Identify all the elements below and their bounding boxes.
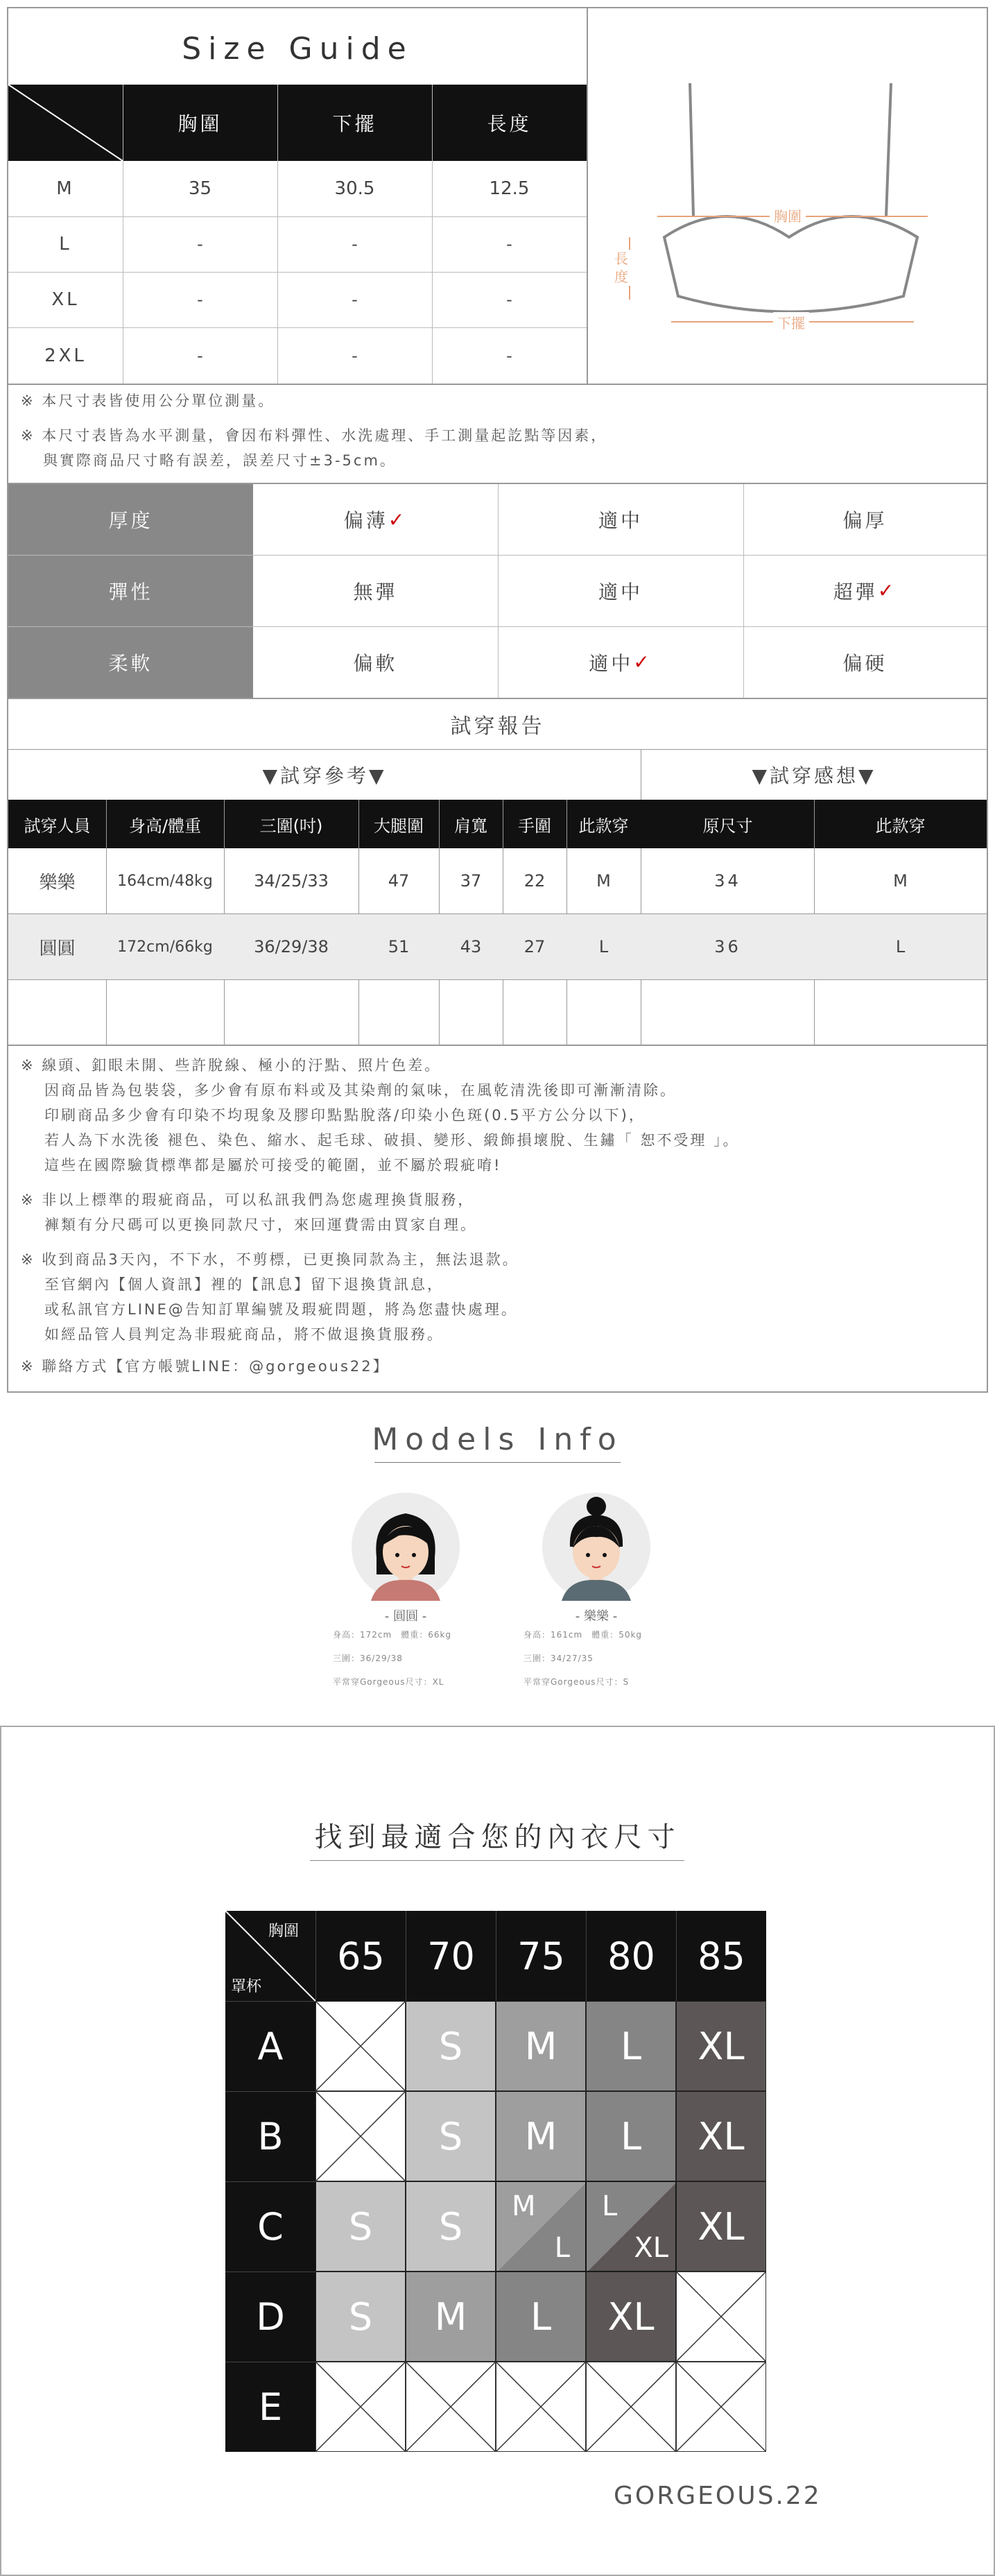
size-guide-title: Size Guide bbox=[182, 31, 413, 67]
try-on-cell: 36 bbox=[714, 937, 741, 956]
split-size-cell bbox=[496, 2181, 586, 2272]
size-label: M bbox=[512, 2190, 536, 2222]
try-on-cell: 47 bbox=[388, 871, 410, 891]
size-cell: S bbox=[406, 2001, 496, 2091]
size-value: - bbox=[197, 234, 203, 254]
notice-line: 如經品管人員判定為非瑕疵商品，將不做退換貨服務。 bbox=[44, 1326, 444, 1343]
size-value: - bbox=[352, 346, 358, 366]
header-length: 長度 bbox=[487, 112, 532, 135]
notice-line: 褲類有分尺碼可以更換同款尺寸，來回運費需由買家自理。 bbox=[44, 1217, 477, 1233]
attr-label: 厚度 bbox=[108, 509, 153, 532]
model-name: - 圓圓 - bbox=[384, 1609, 427, 1624]
try-on-cell: 36/29/38 bbox=[254, 937, 329, 956]
avatar bbox=[350, 1491, 461, 1602]
check-icon: ✓ bbox=[388, 508, 408, 531]
model-stat: 三圍：34/27/35 bbox=[524, 1654, 594, 1663]
band-header: 75 bbox=[496, 1911, 586, 2001]
size-label: L bbox=[554, 2232, 570, 2264]
try-on-title: 試穿報告 bbox=[450, 714, 545, 739]
band-header: 80 bbox=[586, 1911, 676, 2001]
corner-band-label: 胸圍 bbox=[268, 1923, 300, 1940]
try-on-header: 試穿人員 bbox=[24, 816, 91, 836]
try-on-header: 此款穿 bbox=[875, 816, 926, 836]
size-cell: L bbox=[586, 2001, 676, 2091]
model-name: - 樂樂 - bbox=[575, 1609, 618, 1624]
attr-label: 柔軟 bbox=[108, 651, 153, 675]
try-on-header: 身高/體重 bbox=[128, 816, 202, 836]
size-value: - bbox=[506, 234, 512, 254]
empty-cell bbox=[406, 2362, 496, 2452]
bra-chart-title-underline bbox=[310, 1860, 684, 1861]
size-label: L bbox=[59, 234, 72, 255]
size-cell: S bbox=[315, 2181, 406, 2272]
try-on-cell: 37 bbox=[460, 871, 482, 891]
size-value: - bbox=[506, 346, 512, 366]
size-label: M bbox=[56, 178, 75, 199]
try-on-feel-title: ▼試穿感想▼ bbox=[752, 764, 876, 787]
split-fill bbox=[496, 2182, 586, 2272]
attr-option: 偏軟 bbox=[353, 651, 398, 675]
size-value: - bbox=[352, 234, 358, 254]
measure-note: ※ 本尺寸表皆為水平測量，會因布料彈性、水洗處理、手工測量起訖點等因素， bbox=[21, 427, 608, 444]
row-sep bbox=[8, 979, 987, 980]
split-size-cell bbox=[586, 2181, 676, 2272]
empty-cell bbox=[496, 2362, 586, 2452]
cup-header: C bbox=[225, 2181, 315, 2272]
measure-note: 與實際商品尺寸略有誤差，誤差尺寸±3-5cm。 bbox=[43, 452, 397, 469]
cross-icon bbox=[586, 2362, 676, 2452]
cup-header: E bbox=[225, 2362, 315, 2452]
corner-cup-label: 罩杯 bbox=[231, 1978, 262, 1995]
size-value: 30.5 bbox=[334, 178, 375, 199]
model-stat: 平常穿Gorgeous尺寸：XL bbox=[333, 1677, 444, 1687]
model-stat: 身高：172cm 體重：66kg bbox=[333, 1630, 452, 1640]
cross-icon bbox=[406, 2362, 496, 2452]
diagram-chest-label: 胸圍 bbox=[770, 205, 806, 225]
try-on-cell: 樂樂 bbox=[39, 872, 76, 893]
models-title: Models Info bbox=[372, 1421, 623, 1457]
measure-note: ※ 本尺寸表皆使用公分單位測量。 bbox=[21, 393, 275, 409]
size-cell: M bbox=[496, 2091, 586, 2181]
try-on-cell: M bbox=[596, 871, 611, 891]
try-on-cell: L bbox=[598, 937, 609, 956]
attr-option: 無彈 bbox=[353, 580, 398, 603]
empty-cell bbox=[315, 2001, 406, 2091]
diagram-length-label: 長度 bbox=[614, 250, 632, 286]
size-value: - bbox=[197, 290, 203, 309]
cross-icon bbox=[315, 2091, 406, 2181]
size-value: 35 bbox=[188, 178, 212, 199]
model-stat: 身高：161cm 體重：50kg bbox=[524, 1630, 643, 1640]
try-on-header: 三圍(吋) bbox=[259, 816, 323, 836]
notice-line: 印刷商品多少會有印染不均現象及膠印點點脫落/印染小色斑(0.5平方公分以下)， bbox=[44, 1107, 646, 1124]
size-value: 12.5 bbox=[489, 178, 530, 199]
notice-line: ※ 聯絡方式【官方帳號LINE：@gorgeous22】 bbox=[21, 1358, 390, 1375]
try-on-header: 原尺寸 bbox=[702, 816, 753, 836]
cup-header: A bbox=[225, 2001, 315, 2091]
attr-option: 適中 bbox=[598, 580, 643, 603]
try-on-header: 大腿圍 bbox=[374, 816, 424, 836]
size-cell: XL bbox=[676, 2001, 766, 2091]
option-text: 超彈 bbox=[833, 580, 878, 603]
corner-diagonal bbox=[8, 85, 123, 161]
attr-option: 適中 bbox=[598, 509, 643, 532]
try-on-header: 手圍 bbox=[518, 816, 551, 836]
size-value: - bbox=[352, 290, 358, 309]
try-on-cell: 172cm/66kg bbox=[117, 938, 213, 956]
models-title-underline bbox=[374, 1462, 621, 1463]
check-icon: ✓ bbox=[633, 651, 652, 673]
cross-icon bbox=[496, 2362, 586, 2452]
band-header: 70 bbox=[406, 1911, 496, 2001]
size-cell: S bbox=[406, 2091, 496, 2181]
empty-cell bbox=[315, 2362, 406, 2452]
empty-cell bbox=[315, 2091, 406, 2181]
notice-line: 若人為下水洗後 褪色、染色、縮水、起毛球、破損、變形、緞飾損壞脫、生鏽「 恕不受理 」。 bbox=[44, 1132, 740, 1149]
size-cell: S bbox=[406, 2181, 496, 2272]
size-cell: XL bbox=[676, 2181, 766, 2272]
notice-line: 至官網內【個人資訊】裡的【訊息】留下退換貨訊息， bbox=[44, 1276, 444, 1293]
try-on-cell: 164cm/48kg bbox=[117, 872, 213, 890]
notice-line: 因商品皆為包裝袋，多少會有原布料或及其染劑的氣味，在風乾清洗後即可漸漸清除。 bbox=[44, 1082, 677, 1099]
model-stat: 平常穿Gorgeous尺寸：S bbox=[524, 1677, 630, 1687]
try-on-cell: L bbox=[895, 937, 906, 956]
option-text: 適中 bbox=[589, 651, 634, 675]
try-on-header: 此款穿 bbox=[578, 816, 629, 836]
try-on-cell: 22 bbox=[524, 871, 546, 891]
bra-chart-title: 找到最適合您的內衣尺寸 bbox=[314, 1821, 681, 1853]
attr-option bbox=[498, 626, 743, 698]
cross-icon bbox=[676, 2362, 766, 2452]
attr-option: 偏厚 bbox=[842, 509, 888, 532]
notice-line: ※ 線頭、釦眼未開、些許脫線、極小的汙點、照片色差。 bbox=[21, 1057, 442, 1074]
empty-cell bbox=[676, 2272, 766, 2362]
cup-header: B bbox=[225, 2091, 315, 2181]
attr-label: 彈性 bbox=[108, 580, 153, 603]
cross-icon bbox=[676, 2272, 766, 2362]
try-on-cell: M bbox=[893, 871, 908, 891]
size-cell: M bbox=[496, 2001, 586, 2091]
size-value: - bbox=[506, 290, 512, 309]
check-icon: ✓ bbox=[877, 579, 897, 602]
model-stat: 三圍：36/29/38 bbox=[333, 1654, 403, 1663]
try-on-cell: 43 bbox=[460, 937, 482, 956]
empty-cell bbox=[676, 2362, 766, 2452]
try-on-ref-title: ▼試穿參考▼ bbox=[262, 764, 387, 787]
diagram-hem-label: 下擺 bbox=[773, 312, 809, 332]
band-header: 85 bbox=[676, 1911, 766, 2001]
header-chest: 胸圍 bbox=[178, 112, 223, 135]
attr-option bbox=[253, 484, 498, 555]
cross-icon bbox=[315, 2001, 406, 2091]
notice-line: ※ 非以上標準的瑕疵商品，可以私訊我們為您處理換貨服務， bbox=[21, 1192, 475, 1208]
notice-line: ※ 收到商品3天內，不下水，不剪標，已更換同款為主，無法退款。 bbox=[21, 1251, 519, 1268]
try-on-cell: 51 bbox=[388, 937, 410, 956]
size-cell: M bbox=[406, 2272, 496, 2362]
cross-icon bbox=[315, 2362, 406, 2452]
size-cell: L bbox=[496, 2272, 586, 2362]
size-label: 2XL bbox=[44, 345, 87, 366]
size-cell: XL bbox=[676, 2091, 766, 2181]
attr-option: 偏硬 bbox=[842, 651, 888, 675]
option-text: 偏薄 bbox=[343, 509, 388, 532]
brand-logo: GORGEOUS.22 bbox=[614, 2482, 822, 2510]
attr-option bbox=[743, 555, 987, 626]
size-cell: L bbox=[586, 2091, 676, 2181]
size-cell: XL bbox=[586, 2272, 676, 2362]
avatar bbox=[541, 1491, 652, 1602]
header-hem: 下擺 bbox=[332, 112, 377, 135]
try-on-header: 肩寬 bbox=[454, 816, 487, 836]
size-label: XL bbox=[634, 2232, 668, 2264]
band-header: 65 bbox=[315, 1911, 406, 2001]
try-on-cell: 27 bbox=[524, 937, 546, 956]
try-on-cell: 34/25/33 bbox=[254, 871, 329, 891]
notice-line: 或私訊官方LINE@告知訂單編號及瑕疵問題，將為您盡快處理。 bbox=[44, 1301, 518, 1318]
size-cell: S bbox=[315, 2272, 406, 2362]
size-label: L bbox=[602, 2190, 618, 2222]
empty-cell bbox=[586, 2362, 676, 2452]
notice-line: 這些在國際驗貨標準都是屬於可接受的範圍，並不屬於瑕疵唷! bbox=[44, 1157, 502, 1174]
size-value: - bbox=[197, 346, 203, 366]
size-label: XL bbox=[51, 289, 80, 310]
cup-header: D bbox=[225, 2272, 315, 2362]
try-on-cell: 圓圓 bbox=[39, 938, 76, 959]
try-on-cell: 34 bbox=[714, 871, 741, 891]
